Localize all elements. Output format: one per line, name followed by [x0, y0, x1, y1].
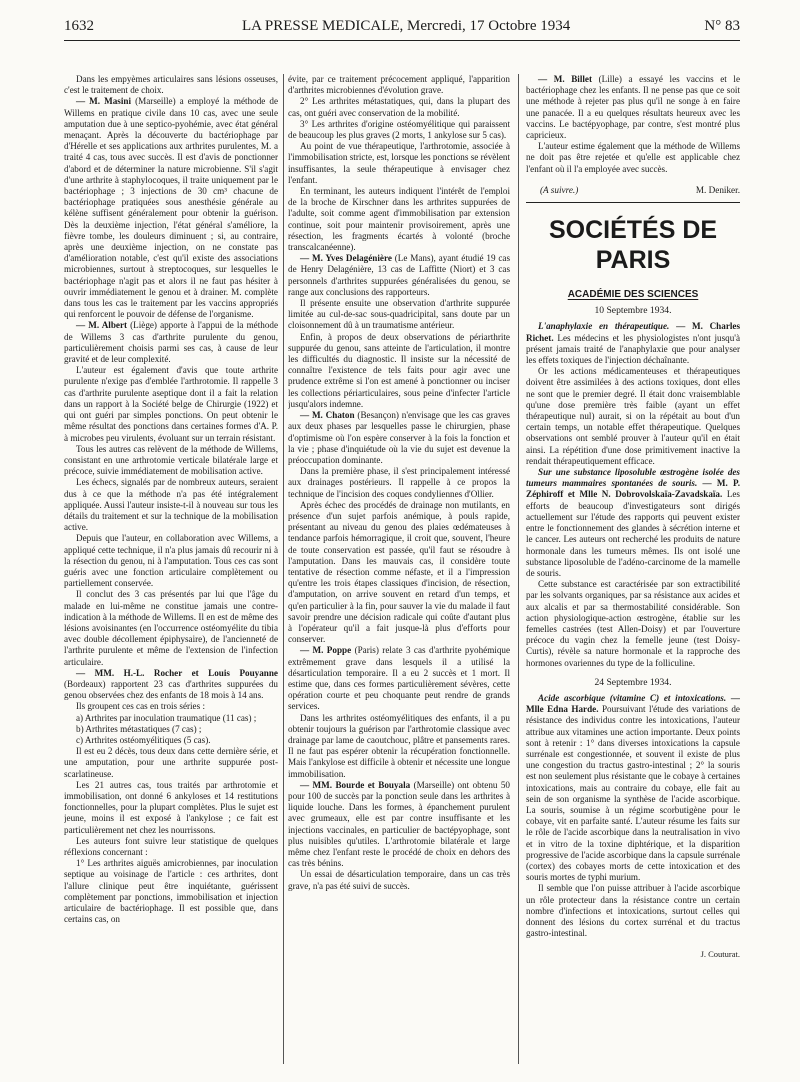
paragraph-text: (Bordeaux) rapportent 23 cas d'arthrites suppurées du genou observées chez des enfants de 18 mois à 14 ans.: [64, 678, 278, 701]
paragraph-delagen: [288, 253, 510, 298]
author-name: — M. Poppe: [300, 645, 352, 656]
article-ascorbique: [526, 693, 740, 883]
paragraph-text: (Lille) a essayé les vaccins et le bactériophage chez les enfants. Il ne pense pas que ce soit une méthode à rejeter pas plus qu'il ne songe à en faire une panacée. Il a eu quelques résultats heureux avec les vaccins. Le bactépyophage, par contre, s'est montré plus capricieux.: [526, 74, 740, 141]
article-title: L'anaphylaxie en thérapeutique.: [538, 321, 670, 332]
paragraph-masini: [64, 96, 278, 320]
author-name: — M. Chaton: [300, 410, 355, 421]
masthead: [64, 14, 740, 41]
column-right: [526, 74, 740, 1064]
paragraph: 2° Les arthrites métastatiques, qui, dans la plupart des cas, ont guéri avec conservation de la mobilité.: [288, 96, 510, 118]
paragraph: Tous les autres cas relèvent de la méthode de Willems, consistant en une arthrotomie verticale bilatérale large et précoce, suivie immédiatement de mobilisation active.: [64, 443, 278, 477]
paragraph: Dans les empyèmes articulaires sans lésions osseuses, c'est le traitement de choix.: [64, 74, 278, 96]
paragraph: Il est eu 2 décès, tous deux dans cette dernière série, et une amputation, pour une arthrite suppurée post-scarlatineuse.: [64, 746, 278, 779]
paragraph: Les échecs, signalés par de nombreux auteurs, seraient dus à ce que la méthode n'a pas été intégralement appliquée. Aussi l'auteur insiste-t-il à nouveau sur tous les détails du traitement et sur la technique de la mobilisation active.: [64, 477, 278, 533]
paragraph-text: (Paris) relate 3 cas d'arthrite pyohémique extrêmement grave dans lesquels il a utilisé la désarticulation temporaire. Il a eu 2 succès et 1 mort. Il estime que, dans ces formes particulièrement sévères, cette opération courte et peu choquante peut rendre de grands services.: [288, 645, 510, 712]
paragraph-billet: [526, 74, 740, 141]
author-name: — M. Masini: [76, 96, 132, 107]
paragraph: Dans les arthrites ostéomyélitiques des enfants, il a pu obtenir toujours la guérison par l'arthrotomie classique avec drainage par lame de caoutchouc, plâtre et pansements rares. Il ne faut pas espérer obtenir la récupération fonctionnelle. Mais l'ankylose est difficile à obtenir et nécessite une longue immobilisation.: [288, 712, 510, 779]
paragraph-bourde: [288, 780, 510, 870]
article-text: Poursuivant l'étude des variations de résistance des individus contre les intoxications, l'auteur attribue aux vitamines une action importante. Deux points sont à retenir : 1° dans diverses intoxications la capsule surrénale est congestionnée, et souvent il existe de plus une congestion du tractus gastro-intestinal ; 2° la souris est non seulement plus résistante que le cobaye à certaines intoxications, mais au contraire du cobaye, elle fait au sein de son organisme la synthèse de l'acide ascorbique. La souris, soumise à un régime scorbutigène pour le cobaye, vit en parfaite santé. L'auteur résume les faits sur le rôle de l'acide ascorbique dans la neutralisation in vivo et in vitro de la toxine diphtérique, et la disparition progressive de l'acide ascorbique dans la capsule surrénale (cortex) des cobayes morts de cette intoxication et des souris mortes de typhi murium.: [526, 704, 740, 883]
column-left: [64, 74, 278, 1064]
paragraph: Après échec des procédés de drainage non mutilants, en présence d'un sujet parfois anémique, à pouls rapide, présentant au niveau du genou des plaies œdémateuses à tendance parfois hémorragique, il croit que, souvent, l'heure de toute conservation est passée, qu'il faut se résoudre à l'amputation. Dans les mauvais cas, il considère toute tentative de résection comme néfaste, et il a l'impression qu'entre les trois étapes classiques d'incision, de résection, d'amputation, on arrive souvent en retard d'un temps, et qu'en particulier à la fin, pour sauver la vie du malade il faut savoir prendre une décision radicale qui coûte d'autant plus à l'opérateur qu'il a fait jusque-là plus d'efforts pour conserver.: [288, 499, 510, 645]
paragraph: Enfin, à propos de deux observations de périarthrite suppurée du genou, sans atteinte de l'articulation, il montre les difficultés du diagnostic. Il insiste sur la nécessité de connaître l'existence de tels faits pour agir avec une prudence extrême si l'on est amené à ponctionner ou inciser les collections périarticulaires, sous peine d'infecter l'article jusqu'alors indemne.: [288, 331, 510, 409]
paragraph-text: (Besançon) n'envisage que les cas graves aux deux phases par lesquelles passe le chirurgien, phase d'optimisme où l'on espère conserver à la fois la fonction et la vie ; phase d'inquiétude où la vie du sujet est devenue la préoccupation dominante.: [288, 410, 510, 465]
author-name: — MM. H.-L. Rocher et Louis Pouyanne: [76, 667, 278, 678]
session-date: 10 Septembre 1934.: [594, 305, 672, 317]
to-be-continued: (A suivre.): [540, 184, 579, 195]
signature: M. Deniker.: [695, 184, 740, 195]
article-oestrogene: [526, 467, 740, 579]
paragraph: Les 21 autres cas, tous traités par arthrotomie et immobilisation, ont donné 6 ankyloses et 14 restitutions fonctionnelles, pour la plupart complètes. Plus le sujet est jeune, moins il est exposé à l'ankylose ; ce fait est particulièrement net chez les nourrissons.: [64, 779, 278, 835]
paragraph: Dans la première phase, il s'est principalement intéressé aux drainages postérieurs. Il rappelle à ce propos la technique de l'incision des coques condyliennes d'Ollier.: [288, 466, 510, 499]
column-middle: [288, 74, 510, 1064]
list-item: b) Arthrites métastatiques (7 cas) ;: [76, 723, 202, 734]
paragraph: 1° Les arthrites aiguës amicrobiennes, par inoculation septique au voisinage de l'article : ces arthrites, dont l'allure clinique peut être inquiétante, guérissent complètement par ponctions, immobilisation et injection articulaire de bactériophage. Il est possible que, dans certains cas, on: [64, 858, 278, 925]
list-item: c) Arthrites ostéomyélitiques (5 cas).: [76, 734, 211, 745]
paragraph: L'auteur est également d'avis que toute arthrite purulente n'exige pas d'emblée l'arthrotomie. Il rappelle 3 cas d'arthrite purulente aseptique dont il a fait la relation dans un rapport à la Société belge de Chirurgie (1922) et qui ont guéri par simples ponctions. On peut obtenir le même résultat des ponctions dans certaines formes d'A. P. à microbes peu virulents, évoluant sur un terrain résistant.: [64, 365, 278, 443]
article-authors: — Mlle Edna Harde.: [526, 692, 740, 715]
column-rule: [283, 74, 284, 1064]
paragraph: 3° Les arthrites d'origine ostéomyélitique qui paraissent de beaucoup les plus graves (2 morts, 1 ankylose sur 5 cas).: [288, 118, 510, 141]
article-authors: — M. P. Zéphiroff et Mlle N. Dobrovolskaïa-Zavadskaïa.: [526, 478, 740, 500]
section-divider: [526, 202, 740, 203]
paragraph: Il semble que l'on puisse attribuer à l'acide ascorbique un rôle protecteur dans la résistance contre un certain nombre d'infections et intoxications, surtout celles qui donnent des lésions du cortex surrénal et du tractus gastro-intestinal.: [526, 883, 740, 939]
article-authors: — M. Charles Richet.: [526, 321, 740, 343]
article-anaphylaxie: [526, 321, 740, 366]
paragraph: Il conclut des 3 cas présentés par lui que l'âge du malade en lui-même ne constitue jamais une contre-indication à la méthode de Willems. Il en est de même des lésions avoisinantes (en l'occurrence ostéomyélite du tibia avec double décollement épiphysaire), de l'ancienneté de l'arthrite purulente et même de l'extension de l'infection articulaire.: [64, 589, 278, 667]
paragraph: évite, par ce traitement précocement appliqué, l'apparition d'arthrites microbiennes d'évolution grave.: [288, 74, 510, 96]
continuation-line: [526, 185, 740, 196]
section-title: SOCIÉTÉS DE PARIS: [548, 216, 718, 275]
paragraph: Or les actions médicamenteuses et thérapeutiques doivent être assimilées à des actions toxiques, dont elles ne sont que le premier degré. Il était donc vraisemblable qu'une dose première très faible (ayant un effet thérapeutique nul) aurait, si on la répétait au bout d'un certain temps, un notable effet thérapeutique. Quelques observations ont semblé prouver à l'auteur qu'il en était ainsi. La répétition d'une dose primitivement inactive la rendait thérapeutiquement efficace.: [526, 366, 740, 466]
paragraph: Il présente ensuite une observation d'arthrite suppurée limitée au cul-de-sac sous-quadricipital, sans doute par un cloisonnement dû à un traumatisme antérieur.: [288, 298, 510, 331]
paragraph: En terminant, les auteurs indiquent l'intérêt de l'emploi de la broche de Kirschner dans les arthrites suppurées de l'adulte, soit comme agent d'immobilisation par extension continue, soit pour maintenir provisoirement, après une résection, les fragments écartés à volonté (broche transcalcanéenne).: [288, 186, 510, 253]
article-title: Acide ascorbique (vitamine C) et intoxications.: [538, 692, 727, 703]
page-number: 1632: [64, 18, 94, 34]
issue-number: N° 83: [704, 18, 740, 34]
publication-title: LA PRESSE MEDICALE, Mercredi, 17 Octobre 1934: [242, 18, 571, 34]
section-subtitle: ACADÉMIE DES SCIENCES: [567, 289, 699, 301]
session-date: 24 Septembre 1934.: [594, 676, 672, 688]
paragraph-poppe: [288, 645, 510, 712]
paragraph-text: (Le Mans), ayant étudié 19 cas de Henry Delagénière, 13 cas de Laffitte (Niort) et 3 cas personnels d'arthrites suppurées généralisées du genou, se range aux conclusions des rapporteurs.: [288, 253, 510, 297]
paragraph-text: (Marseille) a employé la méthode de Willems en pratique civile dans 10 cas, avec une seule amputation due à une septico-pyohémie, avec état général menaçant. Après la découverte du bactériophage par d'Hérelle et ses applications aux arthrites purulentes, M. a traité 4 cas, tous avec succès. Il est d'avis de ponctionner d'abord et de déterminer la nature microbienne. S'il s'agit d'une arthrite à staphylocoques, il traite uniquement par le bactériophage ; 3 injections de 30 cm³ chacune de bactériophage pratiquées sous anesthésie générale au kélène suffisent généralement pour obtenir la guérison. Dès la deuxième injection, l'état général s'améliore, la fièvre tombe, les douleurs diminuent ; si, au contraire, après une deuxième injection, on ne constate pas d'amélioration notable, c'est qu'il existe des associations microbiennes, surtout à streptocoques, sur lesquelles le bactériophage n'agit pas et alors il ne faut pas hésiter à ouvrir immédiatement le genou et à drainer. M. complète dans tous les cas le traitement par les vaccins appropriés qui renforcent le pouvoir de défense de l'organisme.: [64, 96, 278, 320]
paragraph-rocher: [64, 668, 278, 702]
list-item: a) Arthrites par inoculation traumatique (11 cas) ;: [76, 712, 257, 723]
author-name: — M. Yves Delagénière: [300, 253, 392, 264]
article-text: Les efforts de beaucoup d'investigateurs sont dirigés actuellement sur l'étude des rapports qui peuvent exister entre le fonctionnement des glandes à sécrétion interne et le cancer. Les auteurs ont recherché les produits de nature hormonale dans les tumeurs mêmes. Ils ont isolé une substance liposoluble de l'adéno-carcinome de la mamelle de souris.: [526, 489, 740, 578]
author-name: — MM. Bourde et Bouyala: [300, 779, 411, 790]
paragraph-text: (Marseille) ont obtenu 50 pour 100 de succès par la ponction seule dans les arthrites à liquide louche. Dans les formes, à épanchement purulent avec grumeaux, elle est par contre insuffisante et les injections vaccinales, en particulier de bactépyophage, sont plus nuisibles qu'utiles. L'arthrotomie bilatérale et large même chez l'enfant reste le procédé de choix en dehors des cas très bénins.: [288, 779, 510, 869]
paragraph: Cette substance est caractérisée par son extractibilité par les solvants organiques, par sa résistance aux acides et aux alcalis et par sa thermostabilité considérable. Son action physiologique-action œstrogène, établie sur les femelles castrées (test Allen-Doisy) et par l'ouverture précoce du vagin chez la femelle jeune (test Doisy-Curtis), révèle sa nature hormonale et la rapproche des hormones ovariennes du type de la folliculine.: [526, 579, 740, 668]
paragraph-chaton: [288, 410, 510, 466]
paragraph: Depuis que l'auteur, en collaboration avec Willems, a appliqué cette technique, il n'a plus jamais dû recourir ni à la résection du genou, ni à l'amputation. Tous ces cas sont guéris avec une fonction articulaire complètement ou partiellement conservée.: [64, 533, 278, 589]
paragraph-albert: [64, 320, 278, 365]
article-title: Sur une substance liposoluble œstrogène isolée des tumeurs mammaires spontanées de souris.: [526, 467, 740, 489]
paragraph: L'auteur estime également que la méthode de Willems ne doit pas être rejetée et qu'elle est applicable chez l'enfant où il l'a employée avec succès.: [526, 141, 740, 174]
column-rule: [518, 74, 519, 1064]
author-name: — M. Albert: [76, 320, 128, 331]
paragraph: Ils groupent ces cas en trois séries :: [76, 701, 205, 712]
signature: J. Couturat.: [700, 949, 740, 960]
author-name: — M. Billet: [538, 74, 592, 84]
paragraph: Un essai de désarticulation temporaire, dans un cas très grave, n'a pas été suivi de succès.: [288, 869, 510, 891]
paragraph-text: (Liège) apporte à l'appui de la méthode de Willems 3 cas d'arthrite purulente du genou, particulièrement choisis parmi ses cas, à cause de leur gravité et de leur complexité.: [64, 320, 278, 365]
paragraph: Au point de vue thérapeutique, l'arthrotomie, associée à l'immobilisation stricte, est, lorsque les ponctions se révèlent insuffisantes, la seule thérapeutique à envisager chez l'enfant.: [288, 141, 510, 185]
paragraph: Les auteurs font suivre leur statistique de quelques réflexions concernant :: [64, 835, 278, 858]
article-text: Les médecins et les physiologistes n'ont jusqu'à présent jamais traité de l'anaphylaxie que pour analyser les effets toxiques de l'injection déchaînante.: [526, 332, 740, 366]
